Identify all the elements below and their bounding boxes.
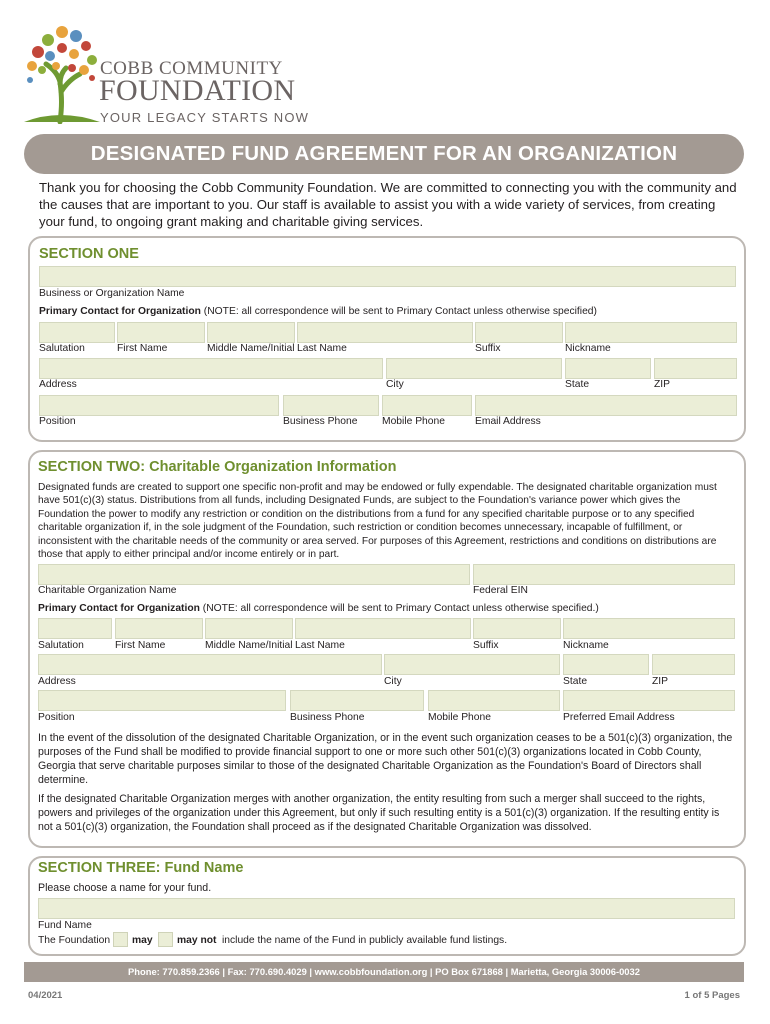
email-label: Email Address — [475, 416, 541, 427]
salutation-field[interactable] — [39, 322, 115, 343]
address-label-2: Address — [38, 676, 76, 687]
nickname-field[interactable] — [565, 322, 737, 343]
nickname-label: Nickname — [565, 343, 611, 354]
state-label: State — [565, 379, 590, 390]
dissolution-paragraph: In the event of the dissolution of the designated Charitable Organization, or in the event such organization ceases to be a 501(c)(3) organization, the purposes of the Fund shall be modified to provide financial support to one or more such other 501(c)(3) organizations located in Cobb County, Georgia that serve charitable purposes similar to those of the designated Charitable Organization as the Foundation's Board of Directors shall determine. — [38, 732, 733, 786]
logo-name-line2: FOUNDATION — [99, 74, 296, 107]
salutation-label: Salutation — [39, 343, 85, 354]
may-checkbox[interactable] — [113, 932, 128, 947]
include-fund-text: include the name of the Fund in publicly available fund listings. — [222, 935, 508, 946]
city-label-2: City — [384, 676, 402, 687]
mobile-phone-label-2: Mobile Phone — [428, 712, 491, 723]
may-label: may — [132, 935, 153, 946]
city-field[interactable] — [386, 358, 562, 379]
zip-label: ZIP — [654, 379, 671, 390]
middle-name-field[interactable] — [207, 322, 295, 343]
suffix-label-2: Suffix — [473, 640, 499, 651]
suffix-field-2[interactable] — [473, 618, 561, 639]
footer-page-count: 1 of 5 Pages — [684, 990, 740, 1001]
zip-field[interactable] — [654, 358, 737, 379]
foundation-label: The Foundation — [38, 935, 111, 946]
first-name-field[interactable] — [117, 322, 205, 343]
nickname-field-2[interactable] — [563, 618, 735, 639]
may-not-label: may not — [177, 935, 217, 946]
fund-name-instruction: Please choose a name for your fund. — [38, 882, 212, 894]
preferred-email-label: Preferred Email Address — [563, 712, 675, 723]
org-name-field[interactable] — [39, 266, 736, 287]
last-name-field[interactable] — [297, 322, 473, 343]
section-three-title: SECTION THREE: Fund Name — [38, 860, 244, 876]
business-phone-label-2: Business Phone — [290, 712, 365, 723]
last-name-label-2: Last Name — [295, 640, 345, 651]
middle-name-label-2: Middle Name/Initial — [205, 640, 293, 651]
intro-text: Thank you for choosing the Cobb Community Foundation. We are committed to connecting you with the community and the causes that are important to you. Our staff is available to assist you with a wide variety of services, from creating your fund, to ongoing grant making and charitable giving services. — [39, 180, 737, 229]
merger-paragraph: If the designated Charitable Organization merges with another organization, the entity resulting from such a merger shall succeed to the rights, powers and privileges of the organization under this Agreement, but only if such resulting entity is a 501(c)(3) organization. If the resulting entity is not a 501(c)(3) organization, the Foundation shall proceed as if the designated Charitable Organization was dissolved. — [38, 793, 720, 833]
email-field[interactable] — [475, 395, 737, 416]
suffix-label: Suffix — [475, 343, 501, 354]
position-field-2[interactable] — [38, 690, 286, 711]
org-name-label: Business or Organization Name — [39, 288, 185, 299]
federal-ein-field[interactable] — [473, 564, 735, 585]
middle-name-field-2[interactable] — [205, 618, 293, 639]
last-name-label: Last Name — [297, 343, 347, 354]
state-label-2: State — [563, 676, 588, 687]
section-one-title: SECTION ONE — [39, 246, 139, 262]
business-phone-field[interactable] — [283, 395, 379, 416]
first-name-field-2[interactable] — [115, 618, 203, 639]
mobile-phone-field-2[interactable] — [428, 690, 560, 711]
city-label: City — [386, 379, 404, 390]
mobile-phone-field[interactable] — [382, 395, 472, 416]
suffix-field[interactable] — [475, 322, 563, 343]
charity-name-label: Charitable Organization Name — [38, 585, 177, 596]
last-name-field-2[interactable] — [295, 618, 471, 639]
first-name-label-2: First Name — [115, 640, 166, 651]
logo-tree-icon — [22, 22, 102, 124]
fund-name-label: Fund Name — [38, 920, 92, 931]
middle-name-label: Middle Name/Initial — [207, 343, 295, 354]
nickname-label-2: Nickname — [563, 640, 609, 651]
charity-name-field[interactable] — [38, 564, 470, 585]
state-field[interactable] — [565, 358, 651, 379]
zip-label-2: ZIP — [652, 676, 669, 687]
designated-funds-paragraph: Designated funds are created to support one specific non-profit and may be endowed or fully expendable. The designated charitable organization must have 501(c)(3) status. Distributions from all funds, including Designated Funds, are subject to the Foundation's variance power which gives the Foundation the power to modify any restriction or condition on the distributions from a fund for any specified charitable purpose or to any specified charitable organization if, in the sole judgment of the Foundation, such restriction or condition becomes unnecessary, incapable of fulfillment, or inconsistent with the charitable needs of the community or area served. For purposes of this Agreement, restrictions and conditions on distributions are those that apply to either principal and/or income entirely or in part. — [38, 482, 717, 561]
preferred-email-field[interactable] — [563, 690, 735, 711]
primary-contact-label: Primary Contact for Organization (NOTE: all correspondence will be sent to Primary Contact unless otherwise specified) — [39, 306, 597, 317]
position-label: Position — [39, 416, 76, 427]
federal-ein-label: Federal EIN — [473, 585, 528, 596]
zip-field-2[interactable] — [652, 654, 735, 675]
address-field[interactable] — [39, 358, 383, 379]
position-field[interactable] — [39, 395, 279, 416]
section-two-title: SECTION TWO: Charitable Organization Information — [38, 459, 397, 475]
address-label: Address — [39, 379, 77, 390]
salutation-field-2[interactable] — [38, 618, 112, 639]
business-phone-field-2[interactable] — [290, 690, 424, 711]
footer-contact-bar: Phone: 770.859.2366 | Fax: 770.690.4029 | www.cobbfoundation.org | PO Box 671868 | Marietta, Georgia 30006-0032 — [24, 962, 744, 982]
state-field-2[interactable] — [563, 654, 649, 675]
first-name-label: First Name — [117, 343, 168, 354]
page-title: DESIGNATED FUND AGREEMENT FOR AN ORGANIZATION — [90, 142, 678, 165]
footer-date: 04/2021 — [28, 990, 63, 1001]
mobile-phone-label: Mobile Phone — [382, 416, 445, 427]
address-field-2[interactable] — [38, 654, 382, 675]
logo-name-line1: COBB COMMUNITY — [100, 58, 283, 79]
fund-name-field[interactable] — [38, 898, 735, 919]
salutation-label-2: Salutation — [38, 640, 84, 651]
business-phone-label: Business Phone — [283, 416, 358, 427]
may-not-checkbox[interactable] — [158, 932, 173, 947]
logo-tagline: YOUR LEGACY STARTS NOW — [100, 110, 310, 125]
primary-contact-label-2: Primary Contact for Organization (NOTE: all correspondence will be sent to Primary Contact unless otherwise specified.) — [38, 603, 599, 614]
city-field-2[interactable] — [384, 654, 560, 675]
position-label-2: Position — [38, 712, 75, 723]
